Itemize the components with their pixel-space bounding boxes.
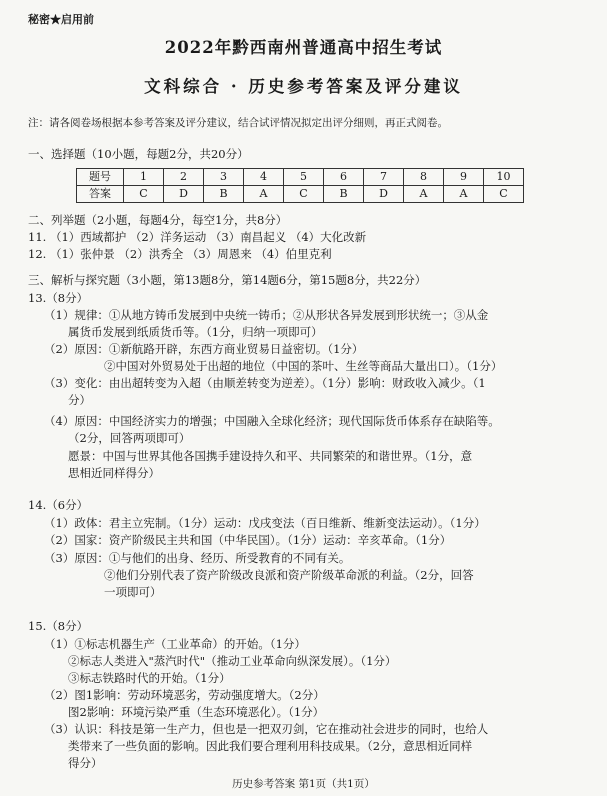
table-cell: C xyxy=(484,186,524,203)
q15-label: 15.（8分） xyxy=(28,619,89,633)
table-cell: D xyxy=(164,186,204,203)
q13-label: 13.（8分） xyxy=(28,291,89,305)
q15-line: （2）图1影响：劳动环境恶劣，劳动强度增大。（2分） xyxy=(44,688,325,702)
table-cell: 5 xyxy=(284,169,324,186)
q15-line: ③标志铁路时代的开始。（1分） xyxy=(68,671,231,685)
table-cell: 3 xyxy=(204,169,244,186)
table-cell: 1 xyxy=(124,169,164,186)
q13-line: （1）规律：①从地方铸币发展到中央统一铸币；②从形状各异发展到形状统一；③从金 xyxy=(44,308,489,322)
table-cell: 7 xyxy=(364,169,404,186)
q13-line: 思相近同样得分） xyxy=(68,466,160,480)
table-cell: A xyxy=(244,186,284,203)
q15-line: 类带来了一些负面的影响。因此我们要合理利用科技成果。（2分，意思相近同样 xyxy=(68,739,473,753)
q13-line: （2）原因：①新航路开辟，东西方商业贸易日益密切。（1分） xyxy=(44,342,364,356)
q14-line: ②他们分别代表了资产阶级改良派和资产阶级革命派的利益。（2分，回答 xyxy=(104,568,474,582)
q15-line: （3）认识：科技是第一生产力，但也是一把双刃剑，它在推动社会进步的同时，也给人 xyxy=(44,722,489,736)
table-header-cell: 答案 xyxy=(77,186,124,203)
answer-table xyxy=(76,168,524,203)
q15-line-last: 得分） xyxy=(68,756,103,770)
table-header-cell: 题号 xyxy=(77,169,124,186)
q13-line: 属货币发展到纸质货币等。（1分，归纳一项即可） xyxy=(68,325,323,339)
q13-line: （4）原因：中国经济实力的增强；中国融入全球化经济；现代国际货币体系存在缺陷等。 xyxy=(44,414,500,428)
page-footer xyxy=(0,756,607,790)
table-cell: 9 xyxy=(444,169,484,186)
grading-note: 注：请各阅卷场根据本参考答案及评分建议，结合试评情况拟定出评分细则，再正式阅卷。 xyxy=(28,117,448,129)
q13-line: 愿景：中国与世界其他各国携手建设持久和平、共同繁荣的和谐世界。（1分，意 xyxy=(68,449,473,463)
table-row-numbers xyxy=(77,169,524,186)
table-cell: A xyxy=(444,186,484,203)
exam-subtitle: 文科综合 · 历史参考答案及评分建议 xyxy=(144,77,463,96)
table-cell: D xyxy=(364,186,404,203)
q13-line: （3）变化：由出超转变为入超（由顺差转变为逆差）。（1分）影响：财政收入减少。（1 xyxy=(44,376,486,390)
q14-line: （2）国家：资产阶级民主共和国（中华民国）。（1分）运动：辛亥革命。（1分） xyxy=(44,533,452,547)
q13-line: 分） xyxy=(68,393,91,407)
table-cell: C xyxy=(284,186,324,203)
q14-line: 一项即可） xyxy=(104,585,162,599)
table-cell: B xyxy=(204,186,244,203)
exam-title: 2022年黔西南州普通高中招生考试 xyxy=(164,38,443,57)
section1-heading: 一、选择题（10小题，每题2分，共20分） xyxy=(28,147,249,161)
q14-line: （1）政体：君主立宪制。（1分）运动：戊戌变法（百日维新、维新变法运动）。（1分） xyxy=(44,516,486,530)
table-row-answers xyxy=(77,186,524,203)
table-cell: 8 xyxy=(404,169,444,186)
table-cell: B xyxy=(324,186,364,203)
q13-line: ②中国对外贸易处于出超的地位（中国的茶叶、生丝等商品大量出口）。（1分） xyxy=(104,359,503,373)
table-cell: 4 xyxy=(244,169,284,186)
q15-line: ②标志人类进入"蒸汽时代"（推动工业革命向纵深发展）。（1分） xyxy=(68,654,397,668)
section2-heading: 二、列举题（2小题，每题4分，每空1分，共8分） xyxy=(28,213,288,227)
q13-line: （2分，回答两项即可） xyxy=(68,431,191,445)
table-cell: A xyxy=(404,186,444,203)
q12-answer: 12. （1）张仲景 （2）洪秀全 （3）周恩来 （4）伯里克利 xyxy=(28,247,332,261)
table-cell: C xyxy=(124,186,164,203)
q15-line: 图2影响：环境污染严重（生态环境恶化）。（1分） xyxy=(68,705,325,719)
section3-heading: 三、解析与探究题（3小题，第13题8分，第14题6分，第15题8分，共22分） xyxy=(28,273,427,287)
table-cell: 10 xyxy=(484,169,524,186)
q14-line: （3）原因：①与他们的出身、经历、所受教育的不同有关。 xyxy=(44,551,351,565)
q15-line: （1）①标志机器生产（工业革命）的开始。（1分） xyxy=(44,637,306,651)
q11-answer: 11. （1）西域都护 （2）洋务运动 （3）南昌起义 （4）大化改新 xyxy=(28,230,367,244)
q14-label: 14.（6分） xyxy=(28,498,89,512)
table-cell: 6 xyxy=(324,169,364,186)
table-cell: 2 xyxy=(164,169,204,186)
secret-label: 秘密★启用前 xyxy=(28,13,94,26)
footer-text: 历史参考答案 第1页（共1页） xyxy=(232,778,375,790)
